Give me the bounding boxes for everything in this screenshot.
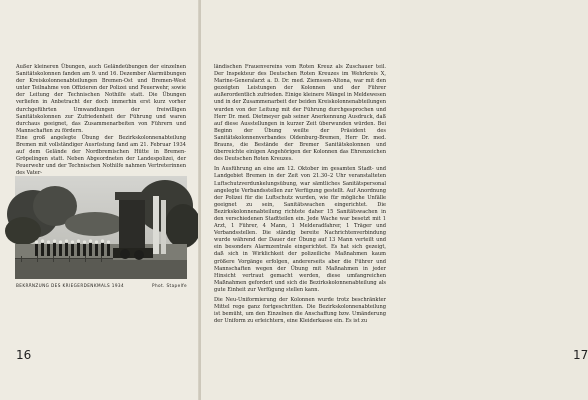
photo-caption: BEKRÄNZUNG DES KRIEGERDENKMALS 1934: [16, 283, 125, 288]
left-page-text: [16, 64, 186, 177]
page-number-right: 17: [573, 348, 588, 362]
memorial-photo-image: [15, 176, 187, 279]
paragraph: ländischen Frauenvereins vom Roten Kreuz als Zuschauer teil. Der Inspekteur des Deutschen Roten Kreuzes im Wehrkreis X, Marine-Generalarzt a. D. Dr. med. Ziemssen-Altona, war mit den gezeigten Leistungen der Kolonnen und der Führer außerordentlich zufrieden. Einige kleinere Mängel in Meldewesen und in der Zusammenarbeit der beiden Kreiskolonnenabteilungen wurden von der Leitung mit der Führung durchgesprochen und Herr Dr. med. Dietmeyer gab seiner Anerkennung Ausdruck, daß auf diese Ausstellungen in kurzer Zeit überwunden würden. Bei Beginn der Übung weilte der Präsident des Sanitätskolonnenverbandes Oldenburg-Bremen, Herr Dr. med. Brauns, die Bestände der Bremer Sanitätskolonnen und überreichte einigen Angehörigen der Kolonnen das Ehrenzeichen des Deutschen Roten Kreuzes.: [214, 64, 386, 163]
photo-credit: Phot. Stapelfe: [152, 283, 187, 288]
paragraph: Außer kleineren Übungen, auch Geländeübungen der einzelnen Sanitätskolonnen fanden am 9. und 16. Dezember Alarmübungen der Kreiskolonnenabteilungen Bremen-Ost und Bremen-West unter Teilnahme von Offizieren der Polizei und Feuerwehr, sowie der Leitung der Technischen Nothilfe statt. Die Übungen verliefen in Anbetracht der doch immerhin erst kurz vorher durchgeführten Umwandlungen der freiwilligen Sanitätskolonnen zur Zufriedenheit der Führung und waren durchaus geeignet, das Zusammenarbeiten von Führern und Mannschaften zu fördern.: [16, 64, 186, 134]
memorial-photo: [15, 176, 187, 279]
paragraph: In Ausführung an eine am 12. Oktober im gesamten Stadt- und Landgebiet Bremen in der Zeit von 21.30–2 Uhr veranstalteten Luftschutzverdunkelungsübung, war sämtliches Sanitätspersonal angelegte Verbandsstellen zur Verfügung gestellt. Auf Anordnung der Polizei für die Luftschutz wurden, wie für mögliche Unfälle geeignet zu sein, Sanitätswachen eingerichtet. Die Bezirkskolonnenabteilung richtete daher 15 Sanitätswachen in den verschiedenen Stadtteilen ein. Jede Wache war besetzt mit 1 Arzt, 1 Führer, 4 Mann, 1 Melderadfahrer, 1 Träger und Verbandsstellen. Die ständig bereite Nachrichtenverbindung wurde während der Dauer der Übung auf 13 Mann verteilt und ein besonders Alarmzentrale eingerichtet. Es hat sich gezeigt, daß sich in Wirklichkeit der polizeiliche Maßnahmen kaum größere Vorgänge erfolgen, andererseits aber die Führer und Mannschaften wegen der Übung mit Maßnahmen in jeder Hinsicht vertraut gemacht werden, diese umfangreichen Maßnahmen gefordert und sich die Bezirkskolonnenabteilung als gute Einheit zur Verfügung stellen kann.: [214, 166, 386, 293]
page-number-left: 16: [16, 348, 32, 362]
paragraph: Eine groß angelegte Übung der Bezirkskolonnenabteilung Bremen mit vollständiger Ausrüstung fand am 21. Februar 1934 auf dem Gelände der Nordbremischen Hütte in Bremen-Gröpelingen statt. Neben Abgeordneten der Landespolizei, der Feuerwehr und der Technischen Nothilfe nahmen Vertreterinnen des Vater-: [16, 134, 186, 177]
left-page: [0, 0, 199, 400]
photo-caption-row: [16, 283, 187, 288]
paragraph: Die Neu-Uniformierung der Kolonnen wurde trotz beschränkter Mittel rege ganz fortgeschritten. Die Bezirkskolonnenabteilung ist bemüht, um den Einzelnen die Anschaffung bzw. Umänderung der Uniform zu erleichtern, eine Kleiderkasse ein. Es ist zu: [214, 297, 386, 325]
right-page-text: [214, 64, 386, 358]
